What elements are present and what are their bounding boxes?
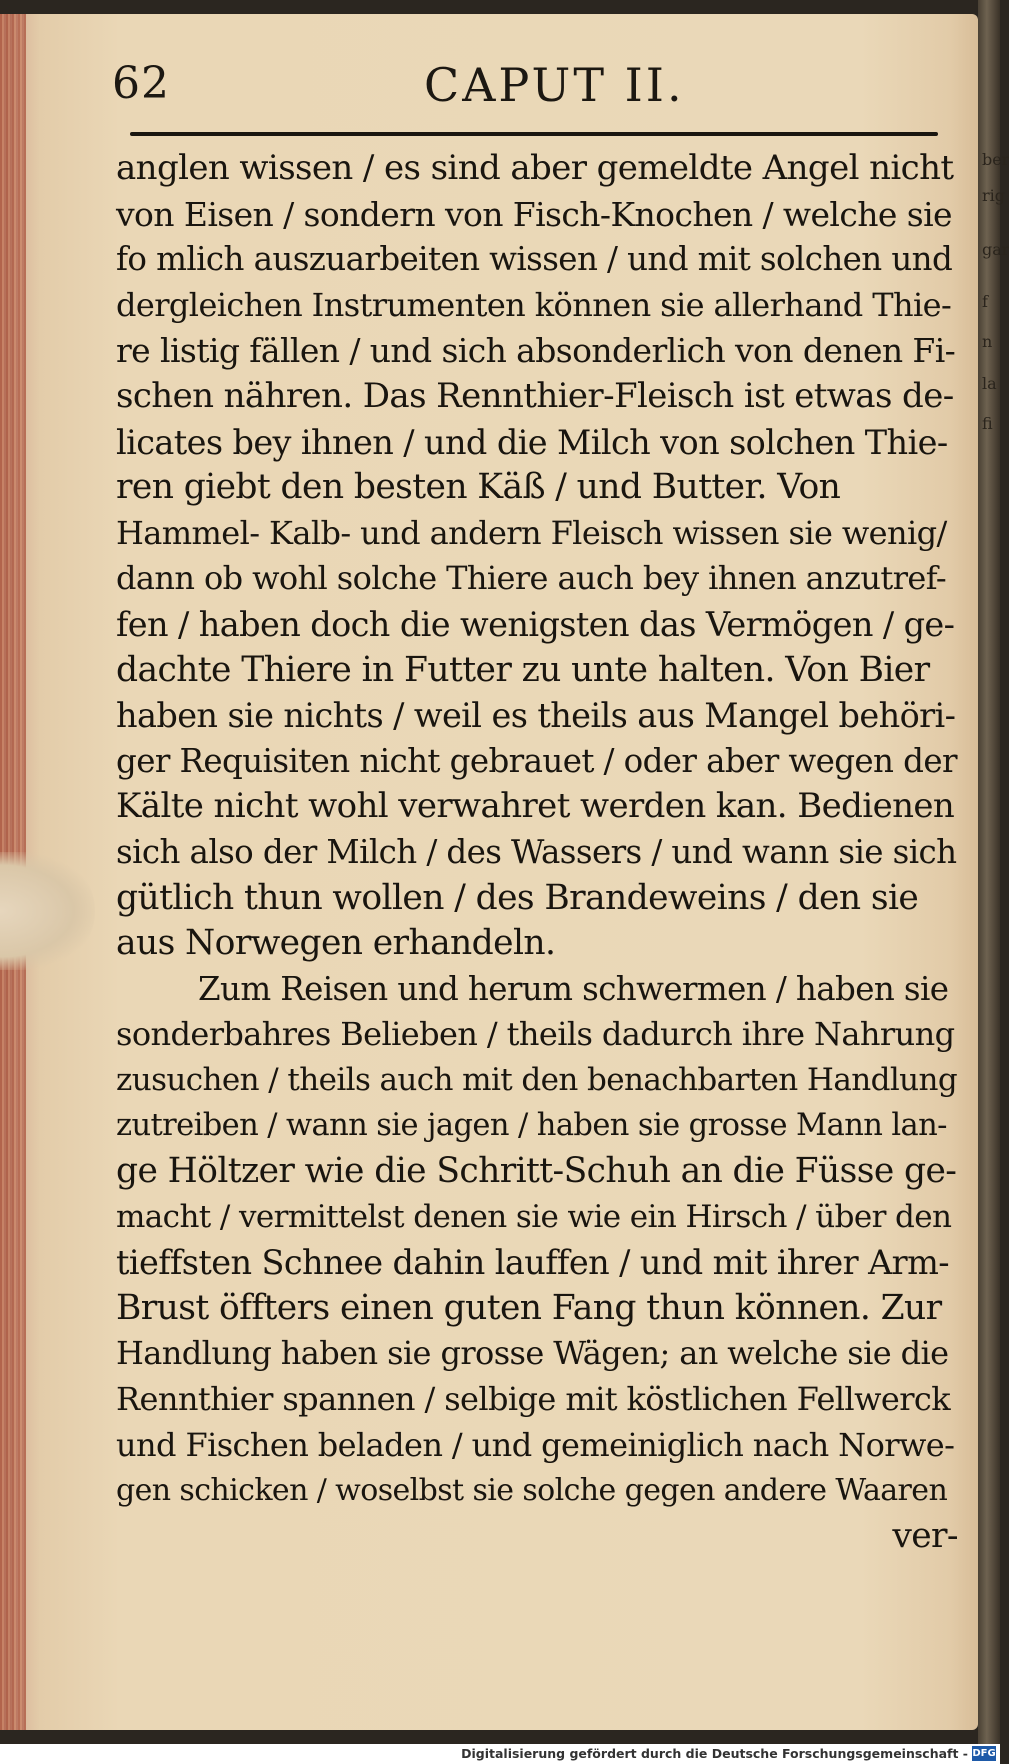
text-line: Handlung haben sie grosse Wägen; an welche sie die	[116, 1334, 949, 1373]
dfg-logo: DFG	[972, 1748, 996, 1759]
margin-fragment: rig	[982, 186, 1006, 205]
text-line: anglen wissen / es sind aber gemeldte Angel nicht	[116, 148, 954, 188]
page-number: 62	[112, 58, 170, 109]
text-line: ger Requisiten nicht gebrauet / oder aber wegen der	[116, 741, 957, 780]
text-line: sich also der Milch / des Wassers / und wann sie sich	[116, 832, 957, 871]
text-line: Rennthier spannen / selbige mit köstlichen Fellwerck	[116, 1380, 951, 1419]
text-line: gen schicken / woselbst sie solche gegen andere Waaren	[116, 1473, 948, 1509]
margin-fragment: gar	[982, 240, 1009, 259]
text-line: und Fischen beladen / und gemeiniglich nach Norwe-	[116, 1425, 955, 1464]
text-line: dergleichen Instrumenten können sie allerhand Thie-	[116, 285, 952, 324]
text-line: Kälte nicht wohl verwahret werden kan. Bedienen	[116, 786, 955, 827]
text-line: zutreiben / wann sie jagen / haben sie grosse Mann lan-	[116, 1108, 947, 1144]
page-body	[116, 146, 958, 1559]
margin-fragment: fi	[982, 414, 993, 433]
text-line: macht / vermittelst denen sie wie ein Hirsch / über den	[116, 1198, 952, 1235]
text-line: aus Norwegen erhandeln.	[116, 923, 556, 964]
catchword: ver-	[892, 1515, 958, 1556]
header-rule	[130, 132, 938, 136]
text-line: schen nähren. Das Rennthier-Fleisch ist etwas de-	[116, 375, 954, 416]
margin-fragment: n	[982, 332, 993, 351]
page-header	[112, 58, 940, 128]
text-line: Brust öffters einen guten Fang thun können. Zur	[116, 1287, 942, 1328]
margin-fragment: f	[982, 292, 988, 311]
text-line: tieffsten Schnee dahin lauffen / und mit ihrer Arm-	[116, 1243, 949, 1283]
text-line: Hammel- Kalb- und andern Fleisch wissen sie wenig/	[116, 513, 947, 552]
text-line: sonderbahres Belieben / theils dadurch ihre Nahrung	[116, 1015, 955, 1054]
text-line: zusuchen / theils auch mit den benachbarten Handlung	[116, 1061, 958, 1098]
margin-fragment: ber	[982, 150, 1009, 169]
running-head: CAPUT II.	[424, 58, 685, 112]
text-line: dachte Thiere in Futter zu unte halten. Von Bier	[116, 649, 930, 690]
text-line: von Eisen / sondern von Fisch-Knochen / welche sie	[116, 194, 952, 234]
funding-credit: Digitalisierung gefördert durch die Deutsche Forschungsgemeinschaft -	[461, 1746, 968, 1761]
margin-fragment: la	[982, 374, 997, 393]
text-line: gütlich thun wollen / des Brandeweins / den sie	[116, 877, 919, 918]
text-line-indented: Zum Reisen und herum schwermen / haben sie	[198, 969, 949, 1008]
text-line: fen / haben doch die wenigsten das Vermögen / ge-	[116, 604, 955, 644]
text-line: ren giebt den besten Käß / und Butter. Von	[116, 467, 841, 508]
digitization-footer	[0, 1744, 1000, 1764]
text-line: haben sie nichts / weil es theils aus Mangel behöri-	[116, 696, 956, 736]
text-line: licates bey ihnen / und die Milch von solchen Thie-	[116, 422, 948, 462]
facing-page-edge	[978, 0, 1009, 1764]
text-line: dann ob wohl solche Thiere auch bey ihnen anzutref-	[116, 559, 947, 598]
text-line: re listig fällen / und sich absonderlich von denen Fi-	[116, 331, 956, 371]
text-line: ge Höltzer wie die Schritt-Schuh an die Füsse ge-	[116, 1151, 957, 1192]
text-line: fo mlich auszuarbeiten wissen / und mit solchen und	[116, 240, 953, 279]
